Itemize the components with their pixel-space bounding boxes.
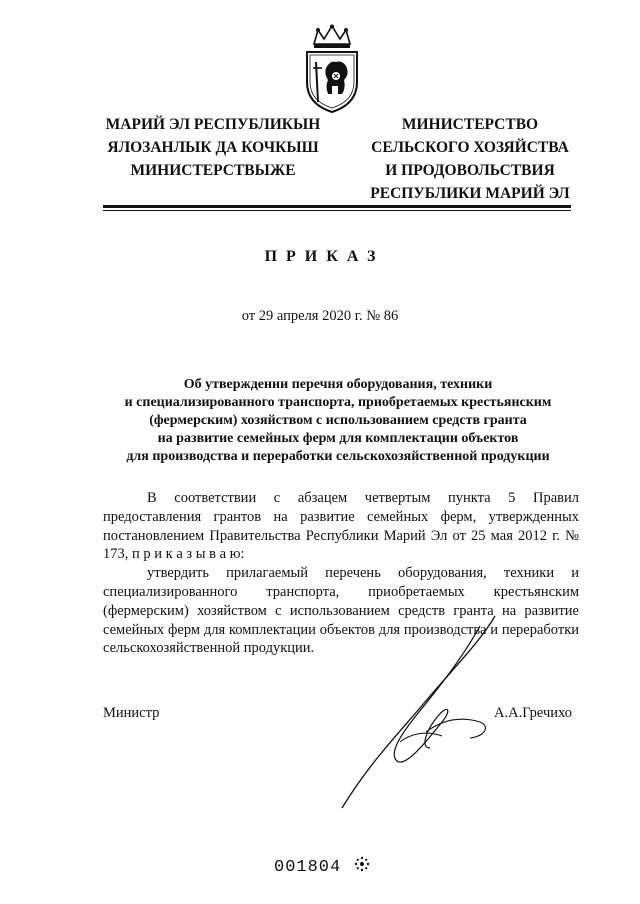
subject-line: Об утверждении перечня оборудования, техники — [183, 377, 493, 392]
header-left-line: МИНИСТЕРСТВЫЖЕ — [130, 162, 296, 179]
signatory-title: Министр — [103, 705, 160, 721]
asterisk-stamp-icon — [354, 856, 370, 872]
order-date-number: от 29 апреля 2020 г. № 86 — [241, 308, 399, 324]
coat-of-arms-icon — [300, 24, 364, 114]
header-left-line: ЯЛОЗАНЛЫК ДА КОЧКЫШ — [107, 139, 319, 156]
order-subject — [100, 376, 576, 466]
document-type-title: ПРИКАЗ — [264, 248, 385, 265]
header-right-line: И ПРОДОВОЛЬСТВИЯ — [385, 162, 555, 179]
signatory-name: А.А.Гречихо — [494, 705, 572, 721]
subject-line: и специализированного транспорта, приобретаемых крестьянским — [124, 395, 552, 410]
body-paragraph-preamble: В соответствии с абзацем четвертым пункта 5 Правил предоставления грантов на развитие семейных ферм, утвержденных постановлением Правительства Республики Марий Эл от 25 мая 2012 г. № 173, п р и к а з ы в а ю: — [103, 490, 579, 563]
header-left-block — [98, 113, 328, 182]
handwritten-signature — [330, 612, 520, 812]
subject-line: для производства и переработки сельскохозяйственной продукции — [126, 449, 550, 464]
header-right-block — [360, 113, 580, 205]
header-right-line: РЕСПУБЛИКИ МАРИЙ ЭЛ — [370, 185, 570, 202]
serial-number: 001804 — [274, 858, 342, 877]
subject-line: (фермерским) хозяйством с использованием средств гранта — [149, 413, 527, 428]
header-right-line: МИНИСТЕРСТВО — [401, 116, 539, 133]
body-paragraph-decision: утвердить прилагаемый перечень оборудования, техники и специализированного транспорта, приобретаемых крестьянским (фермерским) хозяйством с использованием средств гранта на развитие семейных ферм для комплектации объектов для производства и переработки сельскохозяйственной продукции. — [103, 565, 579, 657]
subject-line: на развитие семейных ферм для комплектации объектов — [157, 431, 519, 446]
header-left-line: МАРИЙ ЭЛ РЕСПУБЛИКЫН — [105, 116, 321, 133]
header-divider-thick — [103, 205, 571, 208]
header-right-line: СЕЛЬСКОГО ХОЗЯЙСТВА — [371, 139, 569, 156]
header-divider-thin — [103, 210, 571, 211]
